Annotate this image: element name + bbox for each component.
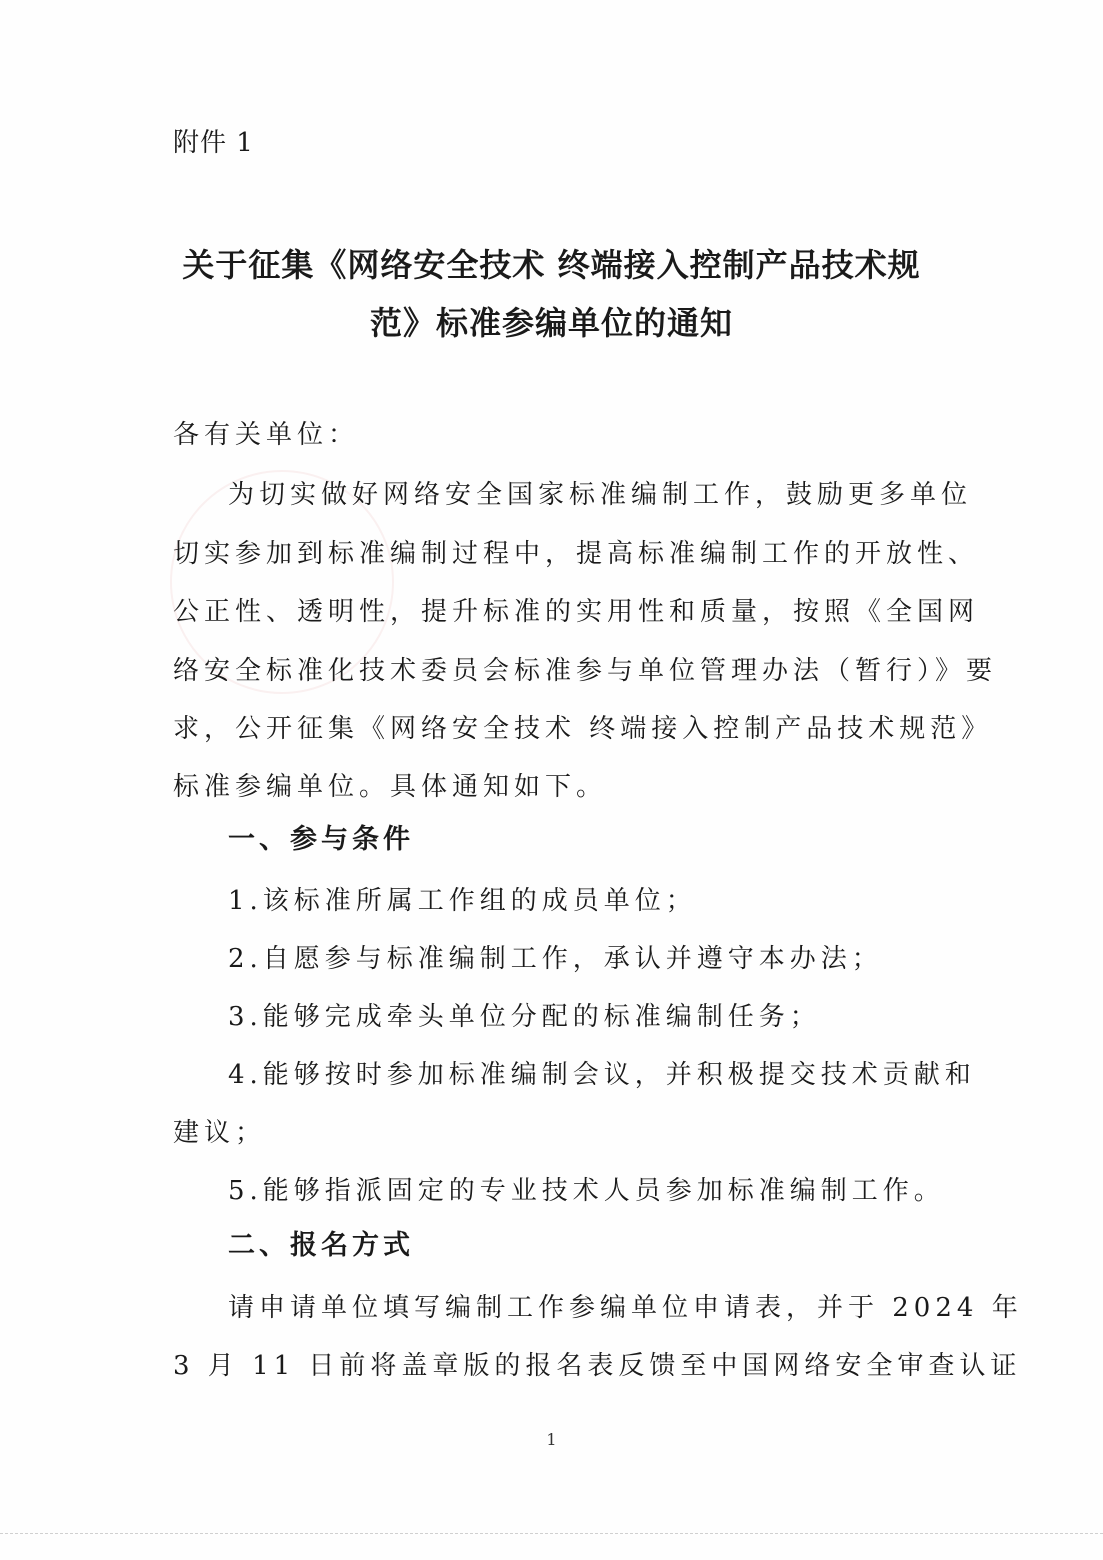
attachment-label: 附件 1: [173, 128, 254, 158]
condition-item-continued: 建议；: [173, 1118, 267, 1148]
condition-item: 2.自愿参与标准编制工作，承认并遵守本办法；: [228, 944, 883, 974]
intro-line: 标准参编单位。具体通知如下。: [173, 772, 608, 802]
section-heading-registration: 二、报名方式: [228, 1230, 414, 1261]
intro-line: 公正性、透明性，提升标准的实用性和质量，按照《全国网: [173, 597, 980, 627]
salutation: 各有关单位：: [173, 420, 360, 450]
page-number: 1: [546, 1430, 557, 1449]
intro-line: 切实参加到标准编制过程中，提高标准编制工作的开放性、: [173, 539, 980, 569]
registration-line: 请申请单位填写编制工作参编单位申请表，并于 2024 年: [228, 1293, 1023, 1323]
condition-item: 3.能够完成牵头单位分配的标准编制任务；: [228, 1002, 821, 1032]
intro-line: 为切实做好网络安全国家标准编制工作，鼓励更多单位: [228, 480, 973, 510]
document-title-line-2: 范》标准参编单位的通知: [369, 304, 733, 342]
condition-item: 1.该标准所属工作组的成员单位；: [228, 886, 697, 916]
scan-edge-line: [0, 1533, 1103, 1534]
intro-line: 络安全标准化技术委员会标准参与单位管理办法（暂行）》要: [173, 656, 998, 686]
intro-line: 求，公开征集《网络安全技术 终端接入控制产品技术规范》: [173, 714, 993, 744]
section-heading-conditions: 一、参与条件: [228, 824, 414, 855]
condition-item: 4.能够按时参加标准编制会议，并积极提交技术贡献和: [228, 1060, 976, 1090]
document-title-line-1: 关于征集《网络安全技术 终端接入控制产品技术规: [182, 246, 921, 284]
condition-item: 5.能够指派固定的专业技术人员参加标准编制工作。: [228, 1176, 945, 1206]
registration-line: 3 月 11 日前将盖章版的报名表反馈至中国网络安全审查认证: [173, 1351, 1022, 1381]
